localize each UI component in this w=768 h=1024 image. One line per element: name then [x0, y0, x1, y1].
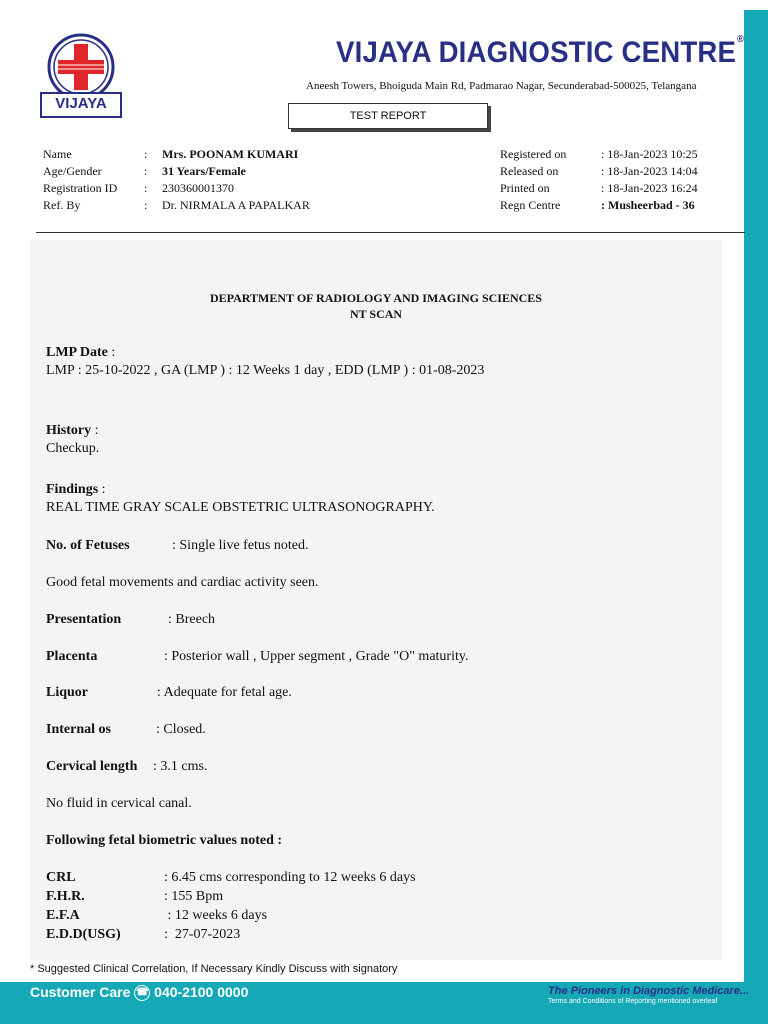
findings-value: REAL TIME GRAY SCALE OBSTETRIC ULTRASONOGRAPHY. [46, 500, 435, 515]
customer-care: Customer Care ☎ 040-2100 0000 [30, 984, 249, 1000]
tagline: The Pioneers in Diagnostic Medicare... [548, 985, 750, 997]
age-gender-value: 31 Years/Female [162, 164, 246, 178]
printed-on-value: : 18-Jan-2023 16:24 [601, 181, 698, 195]
edd-usg-value: : 27-07-2023 [164, 927, 241, 942]
efa-label: E.F.A [46, 908, 80, 923]
registered-on-label: Registered on [500, 147, 567, 161]
history-heading: History : [46, 423, 99, 438]
biometric-heading: Following fetal biometric values noted : [46, 833, 283, 848]
history-value: Checkup. [46, 441, 100, 456]
presentation-label: Presentation [46, 612, 122, 627]
ref-by-label: Ref. By [43, 198, 81, 212]
placenta-value: : Posterior wall , Upper segment , Grade "O" maturity. [164, 649, 469, 664]
fhr-label: F.H.R. [46, 889, 85, 904]
efa-value: : 12 weeks 6 days [164, 908, 268, 923]
colon: : [144, 147, 148, 161]
report-type-label: TEST REPORT [288, 103, 488, 129]
name-value: Mrs. POONAM KUMARI [162, 147, 299, 161]
crl-label: CRL [46, 870, 76, 885]
placenta-label: Placenta [46, 649, 98, 664]
released-on-value: : 18-Jan-2023 14:04 [601, 164, 698, 178]
regn-centre-label: Regn Centre [500, 198, 561, 212]
terms-note: Terms and Conditions of Reporting mentioned overleaf [548, 998, 718, 1005]
printed-on-label: Printed on [500, 181, 550, 195]
registration-id-value: 230360001370 [162, 181, 234, 195]
right-accent-bar [744, 10, 768, 982]
colon: : [144, 198, 148, 212]
customer-care-phone[interactable]: 040-2100 0000 [154, 984, 249, 1000]
findings-heading: Findings : [46, 482, 106, 497]
fhr-value: : 155 Bpm [164, 889, 224, 904]
presentation-value: : Breech [168, 612, 216, 627]
clinical-correlation-note: * Suggested Clinical Correlation, If Necessary Kindly Discuss with signatory [30, 963, 398, 975]
cervical-length-label: Cervical length [46, 759, 138, 774]
edd-usg-label: E.D.D(USG) [46, 927, 121, 942]
name-label: Name [43, 147, 72, 161]
lmp-values: LMP : 25-10-2022 , GA (LMP ) : 12 Weeks 1 day , EDD (LMP ) : 01-08-2023 [46, 363, 485, 378]
logo-text: VIJAYA [55, 95, 107, 112]
liquor-value: : Adequate for fetal age. [157, 685, 292, 700]
released-on-label: Released on [500, 164, 559, 178]
colon: : [144, 181, 148, 195]
cervical-length-value: : 3.1 cms. [153, 759, 208, 774]
lmp-heading: LMP Date : [46, 345, 116, 360]
internal-os-label: Internal os [46, 722, 111, 737]
fetuses-label: No. of Fetuses [46, 538, 130, 553]
header-divider [36, 232, 745, 233]
liquor-label: Liquor [46, 685, 89, 700]
crl-value: : 6.45 cms corresponding to 12 weeks 6 days [164, 870, 416, 885]
internal-os-value: : Closed. [156, 722, 206, 737]
movements-text: Good fetal movements and cardiac activity seen. [46, 575, 319, 590]
report-body-background [30, 240, 722, 960]
brand-name: VIJAYA DIAGNOSTIC CENTRE® [336, 34, 745, 69]
scan-title: NT SCAN [349, 307, 403, 321]
department-title: DEPARTMENT OF RADIOLOGY AND IMAGING SCIENCES [210, 291, 542, 305]
phone-icon: ☎ [134, 985, 150, 1001]
registered-on-value: : 18-Jan-2023 10:25 [601, 147, 698, 161]
cervical-fluid-text: No fluid in cervical canal. [46, 796, 192, 811]
registration-id-label: Registration ID [43, 181, 118, 195]
age-gender-label: Age/Gender [43, 164, 102, 178]
colon: : [144, 164, 148, 178]
fetuses-value: : Single live fetus noted. [172, 538, 309, 553]
ref-by-value: Dr. NIRMALA A PAPALKAR [162, 198, 310, 212]
regn-centre-value: : Musheerbad - 36 [601, 198, 695, 212]
brand-address: Aneesh Towers, Bhoiguda Main Rd, Padmarao Nagar, Secunderabad-500025, Telangana [306, 80, 697, 92]
